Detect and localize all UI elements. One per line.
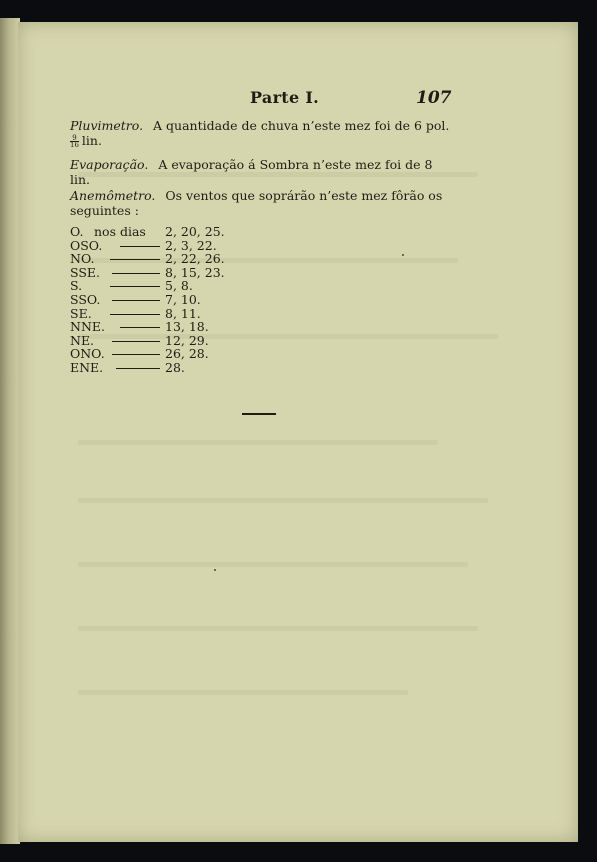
anemometro-label: Anemômetro. [70, 188, 156, 203]
wind-row [70, 307, 290, 321]
wind-days: 2, 22, 26. [165, 251, 225, 267]
ditto-dash [110, 286, 160, 287]
anemometro-text: Os ventos que soprárão n’este mez fôrão os [165, 188, 443, 203]
wind-days: 8, 11. [165, 305, 201, 321]
ditto-dash [112, 354, 160, 355]
pluviometro-label: Pluvimetro. [70, 118, 144, 133]
ditto-dash [116, 368, 160, 369]
wind-direction: NE. [70, 332, 95, 348]
pluviometro-continuation: lin. [81, 133, 102, 148]
wind-row [70, 320, 290, 334]
ink-speck [402, 254, 404, 256]
wind-row [70, 293, 290, 307]
page-number: 107 [416, 88, 452, 108]
evaporacao-label: Evaporação. [70, 157, 149, 172]
show-through [78, 690, 408, 695]
wind-row [70, 239, 290, 253]
wind-row [70, 252, 290, 266]
evaporacao-entry [70, 157, 454, 187]
wind-direction: O. [70, 224, 84, 239]
wind-direction: NO. [70, 251, 95, 267]
left-page-edge [0, 18, 20, 844]
wind-days: 7, 10. [165, 291, 201, 307]
wind-days: 2, 20, 25. [165, 224, 225, 239]
wind-direction: SE. [70, 305, 92, 321]
wind-direction: SSO. [70, 291, 101, 307]
wind-days: 28. [165, 359, 185, 375]
wind-row [70, 266, 290, 280]
wind-days: 26, 28. [165, 346, 209, 362]
fraction-denominator: 16 [70, 141, 79, 149]
wind-days: 5, 8. [165, 278, 193, 294]
wind-direction: SSE. [70, 264, 101, 280]
wind-days: 8, 15, 23. [165, 264, 225, 280]
show-through [78, 440, 438, 445]
wind-row [70, 225, 290, 239]
ditto-dash [112, 300, 160, 301]
ink-speck [214, 569, 216, 571]
wind-row [70, 279, 290, 293]
book-page [18, 22, 578, 842]
anemometro-entry [70, 188, 454, 218]
wind-direction: OSO. [70, 237, 103, 253]
fraction-numerator: 9 [70, 135, 79, 142]
wind-prefix: nos dias [94, 224, 146, 239]
wind-direction: NNE. [70, 319, 105, 335]
wind-row [70, 334, 290, 348]
show-through [78, 626, 478, 631]
wind-days: 2, 3, 22. [165, 237, 217, 253]
header-title: Parte I. [250, 88, 319, 107]
wind-row [70, 347, 290, 361]
ditto-dash [120, 246, 160, 247]
anemometro-continuation: seguintes : [70, 203, 139, 218]
wind-row [70, 361, 290, 375]
ditto-dash [110, 259, 160, 260]
show-through [78, 562, 468, 567]
section-rule [242, 413, 276, 415]
ditto-dash [112, 273, 160, 274]
wind-days: 13, 18. [165, 319, 209, 335]
ditto-dash [120, 327, 160, 328]
evaporacao-text: A evaporação á Sombra n’este mez foi de 8 lin. [70, 157, 433, 187]
wind-days: 12, 29. [165, 332, 209, 348]
pluviometro-entry [70, 118, 454, 148]
wind-direction: ENE. [70, 359, 104, 375]
show-through [78, 498, 488, 503]
pluviometro-text: A quantidade de chuva n’este mez foi de 6 pol. [153, 118, 450, 133]
ditto-dash [112, 341, 160, 342]
wind-direction: S. [70, 278, 83, 294]
wind-direction: ONO. [70, 346, 105, 362]
ditto-dash [110, 314, 160, 315]
running-header [18, 88, 578, 112]
wind-list [70, 225, 290, 375]
fraction [70, 135, 79, 148]
